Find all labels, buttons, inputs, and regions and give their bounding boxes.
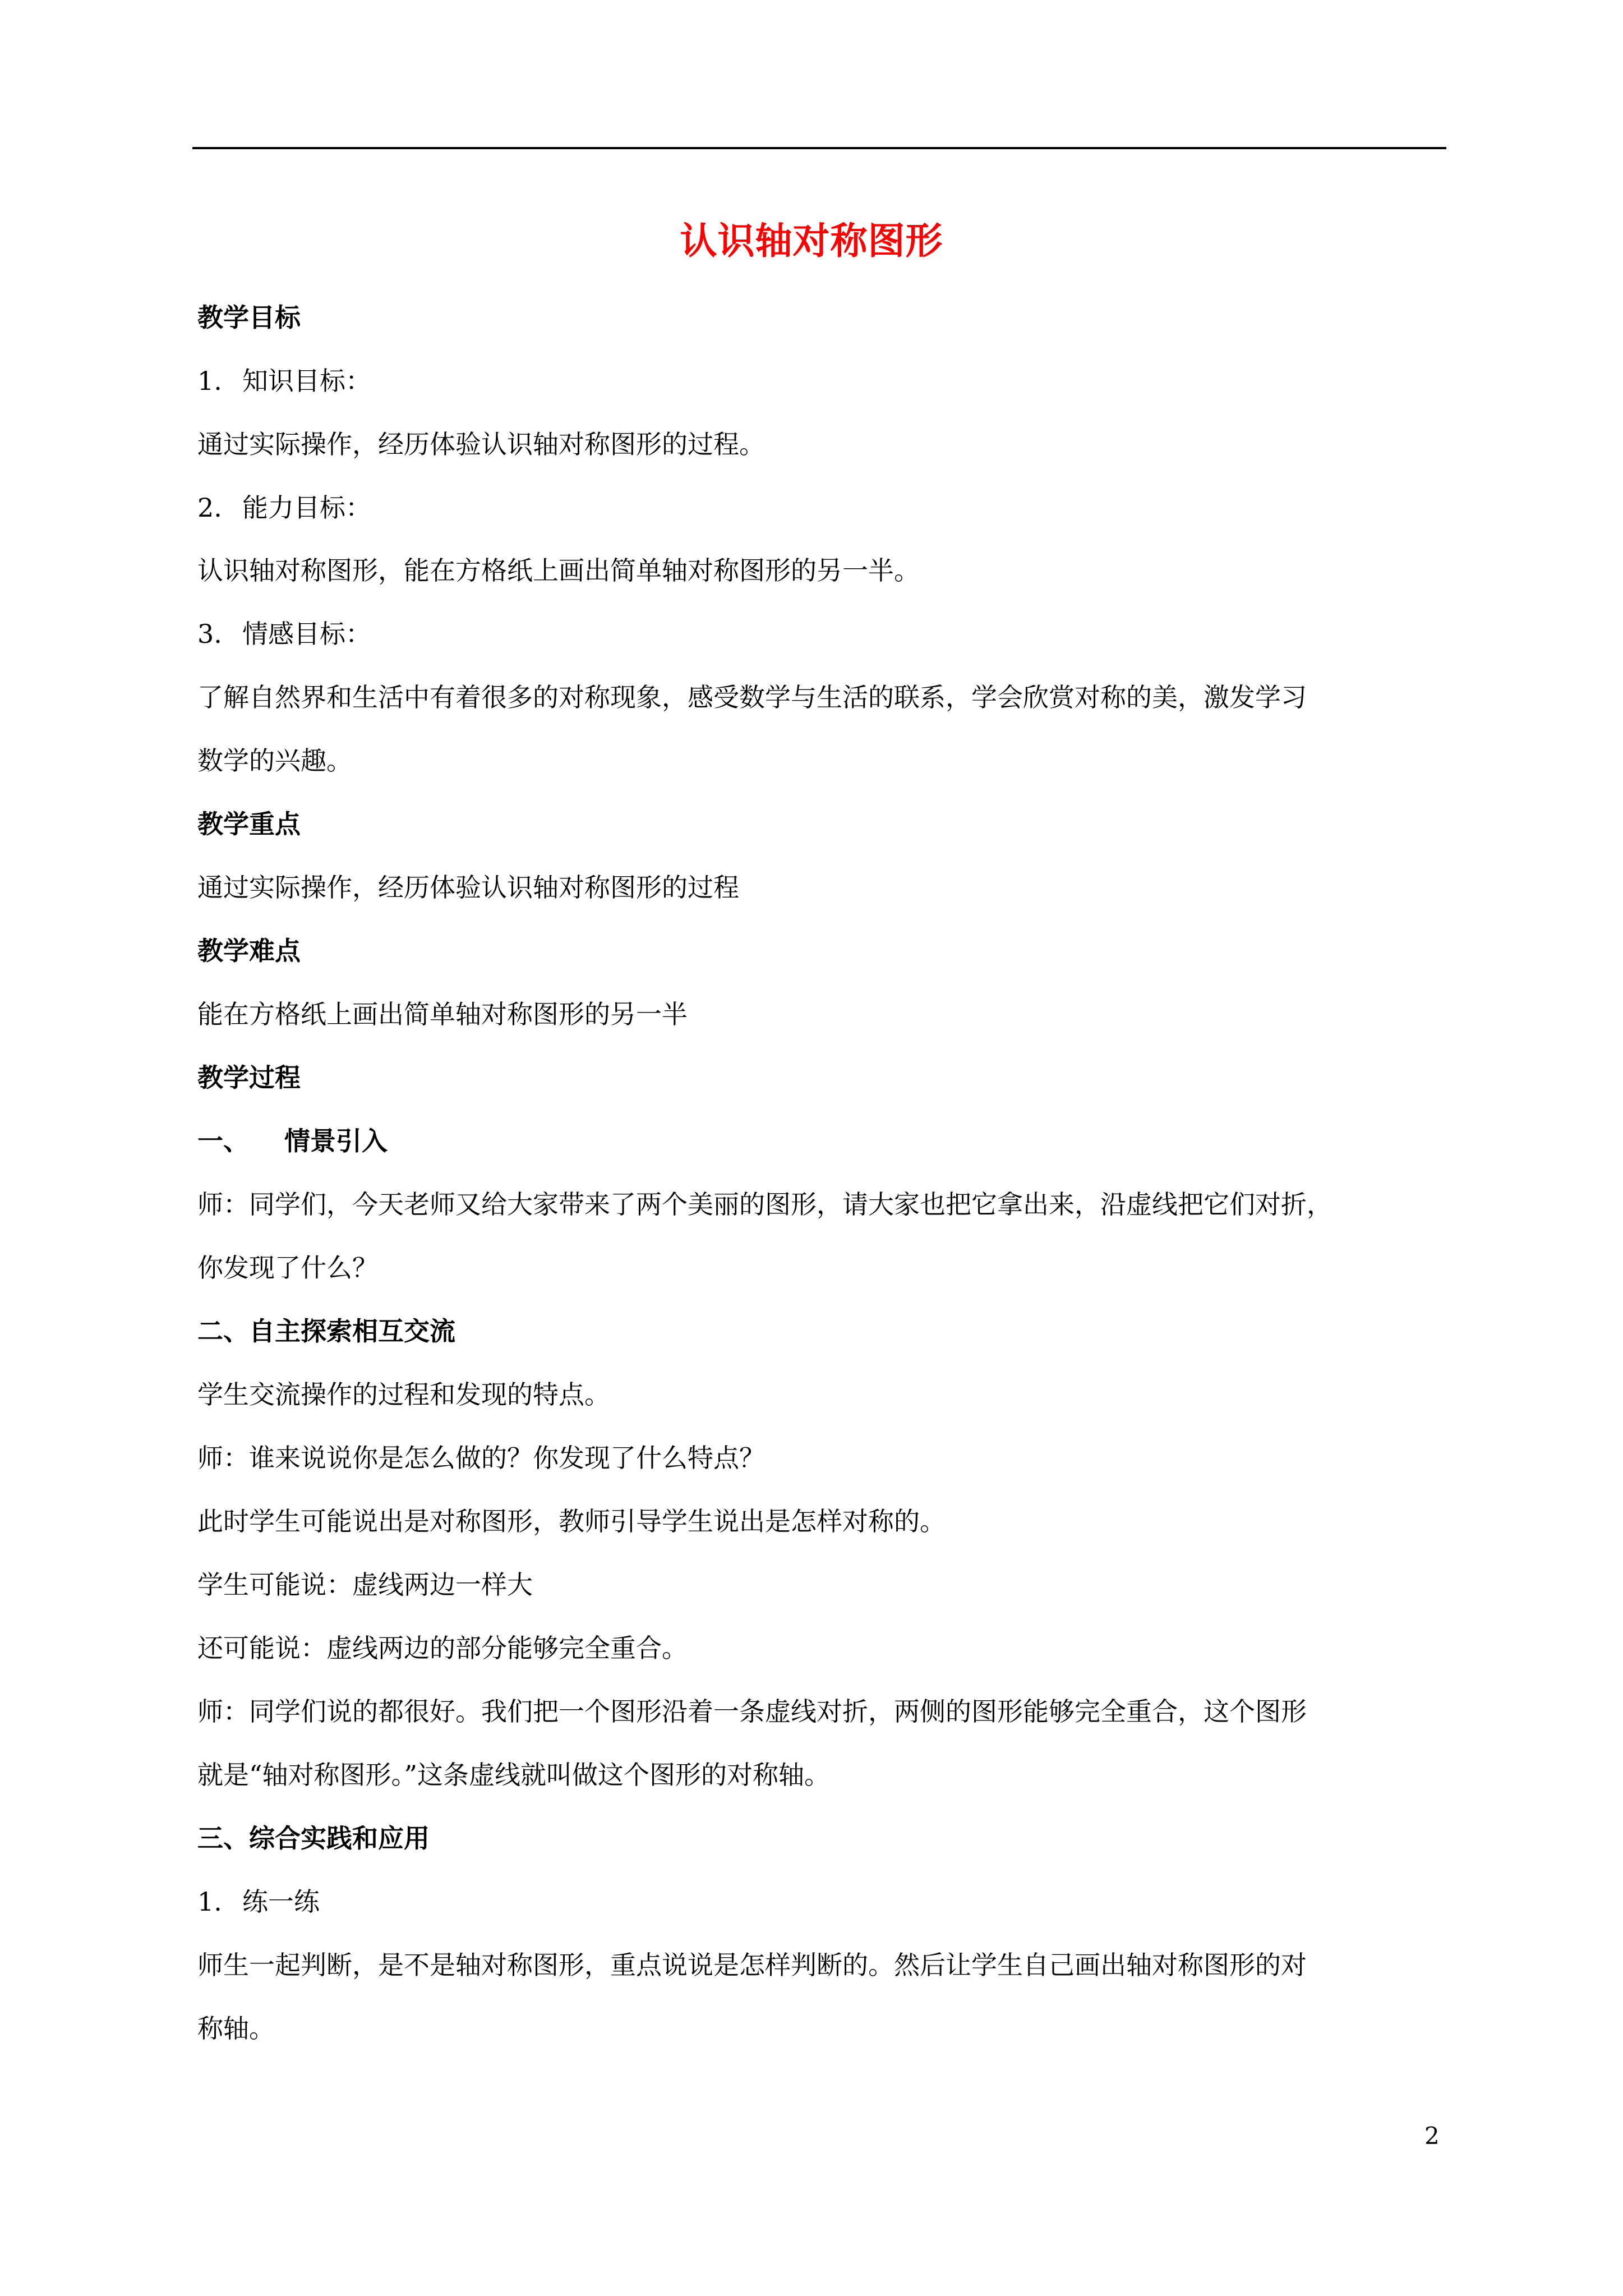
section3-heading: 三、综合实践和应用 (197, 1823, 430, 1853)
ability-objective-label (197, 490, 1442, 525)
knowledge-objective-title: 知识目标： (242, 366, 371, 396)
section2-paragraph-6-line-2: 就是“轴对称图形。”这条虚线就叫做这个图形的对称轴。 (197, 1760, 831, 1790)
keypoint-heading: 教学重点 (197, 809, 301, 839)
emotion-objective-label (197, 616, 1442, 651)
section1-text-line-2: 你发现了什么？ (197, 1253, 378, 1283)
section1-text-line-1: 师：同学们，今天老师又给大家带来了两个美丽的图形，请大家也把它拿出来，沿虚线把它们对折， (197, 1189, 1332, 1220)
ability-objective-text: 认识轴对称图形，能在方格纸上画出简单轴对称图形的另一半。 (197, 555, 920, 586)
practice-title: 练一练 (242, 1887, 320, 1917)
practice-number: 1. (197, 1887, 222, 1917)
knowledge-objective-number: 1. (197, 366, 222, 396)
difficulty-text: 能在方格纸上画出简单轴对称图形的另一半 (197, 999, 688, 1029)
section1-title: 情景引入 (284, 1126, 388, 1156)
knowledge-objective-label (197, 364, 1442, 398)
emotion-objective-title: 情感目标： (242, 619, 371, 649)
document-title: 认识轴对称图形 (680, 219, 943, 263)
page-number: 2 (1424, 2122, 1440, 2150)
header-rule (192, 147, 1446, 149)
section2-paragraph-4: 学生可能说：虚线两边一样大 (197, 1570, 533, 1600)
practice-label (197, 1884, 1442, 1919)
keypoint-text: 通过实际操作，经历体验认识轴对称图形的过程 (197, 872, 739, 903)
practice-text-line-2: 称轴。 (197, 2013, 275, 2044)
difficulty-heading: 教学难点 (197, 936, 301, 966)
process-heading: 教学过程 (197, 1062, 301, 1093)
emotion-objective-text-line-1: 了解自然界和生活中有着很多的对称现象，感受数学与生活的联系，学会欣赏对称的美，激发学习 (197, 682, 1307, 712)
objectives-heading: 教学目标 (197, 302, 301, 333)
section1-heading (197, 1124, 1442, 1158)
section2-paragraph-2: 师：谁来说说你是怎么做的？你发现了什么特点？ (197, 1443, 765, 1473)
section2-paragraph-6-line-1: 师：同学们说的都很好。我们把一个图形沿着一条虚线对折，两侧的图形能够完全重合，这个图形 (197, 1696, 1307, 1727)
practice-text-line-1: 师生一起判断，是不是轴对称图形，重点说说是怎样判断的。然后让学生自己画出轴对称图形的对 (197, 1950, 1307, 1980)
section2-heading: 二、自主探索相互交流 (197, 1316, 455, 1346)
section1-number: 一、 (197, 1126, 249, 1156)
emotion-objective-number: 3. (197, 619, 222, 649)
section2-paragraph-1: 学生交流操作的过程和发现的特点。 (197, 1379, 610, 1410)
emotion-objective-text-line-2: 数学的兴趣。 (197, 746, 352, 776)
section2-paragraph-5: 还可能说：虚线两边的部分能够完全重合。 (197, 1633, 688, 1663)
knowledge-objective-text: 通过实际操作，经历体验认识轴对称图形的过程。 (197, 429, 765, 459)
section2-paragraph-3: 此时学生可能说出是对称图形，教师引导学生说出是怎样对称的。 (197, 1506, 946, 1536)
ability-objective-title: 能力目标： (242, 493, 371, 523)
ability-objective-number: 2. (197, 493, 222, 523)
